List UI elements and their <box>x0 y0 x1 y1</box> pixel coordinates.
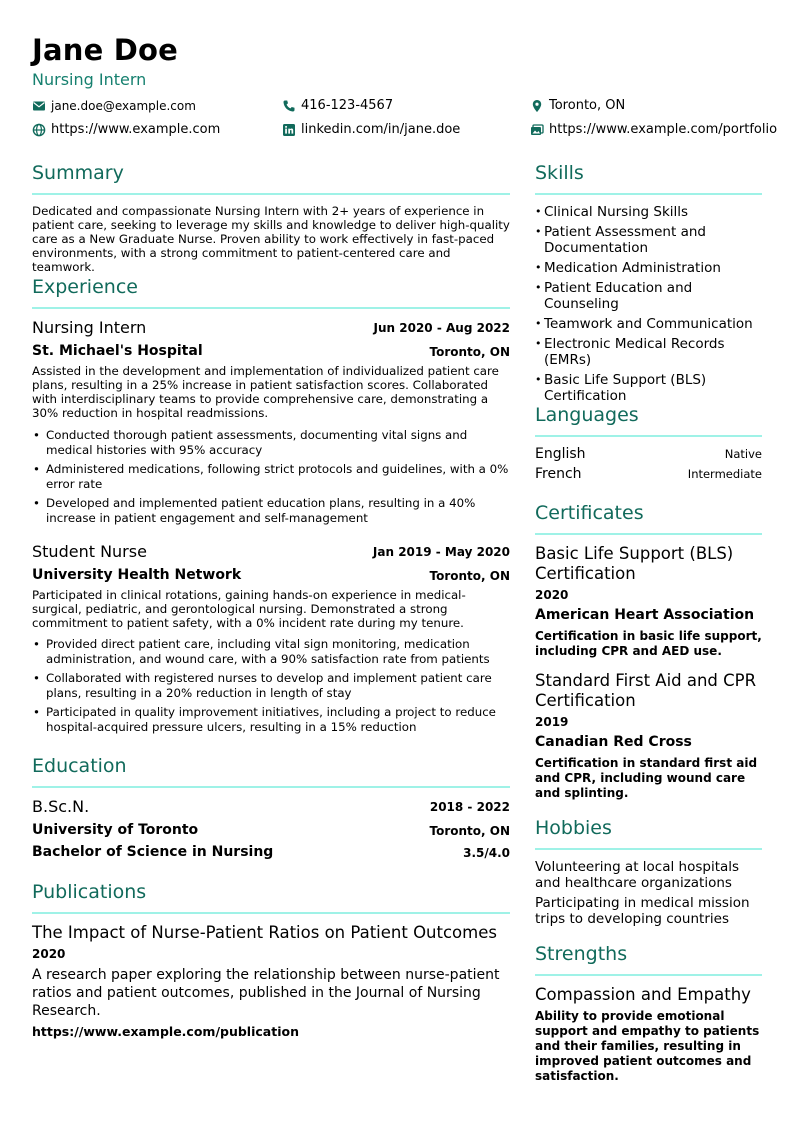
strengths-heading: Strengths <box>535 943 628 965</box>
job-bullet: • Provided direct patient care, including vital sign monitoring, medication administration, and wound care, with a 90% satisfaction rate from patients <box>32 637 510 667</box>
publications-heading: Publications <box>32 881 147 903</box>
publication-description: A research paper exploring the relationship between nurse-patient ratios and patient outcomes, published in the Journal of Nursing Research. <box>32 967 500 1019</box>
candidate-title: Nursing Intern <box>32 70 147 89</box>
candidate-name: Jane Doe <box>32 33 179 67</box>
job-location: Toronto, ON <box>429 345 510 359</box>
languages-heading: Languages <box>535 404 639 426</box>
language-row <box>535 466 762 482</box>
skills-divider <box>535 193 762 195</box>
summary-divider <box>32 193 510 195</box>
summary-text: Dedicated and compassionate Nursing Intern with 2+ years of experience in patient care, seeking to leverage my skills and knowledge to deliver high-quality care as a New Graduate Nurse. Proven ability to work effectively in fast-paced environments, with a strong commitment to patient-centered care and teamwork. <box>32 204 510 274</box>
strengths-divider <box>535 974 762 976</box>
hobbies-heading: Hobbies <box>535 817 612 839</box>
education-divider <box>32 786 510 788</box>
language-name: French <box>535 466 582 482</box>
strength-title: Compassion and Empathy <box>535 985 751 1004</box>
publication-year: 2020 <box>32 947 66 961</box>
skills-heading: Skills <box>535 162 584 184</box>
certificate-name: Standard First Aid and CPR Certification <box>535 671 757 710</box>
job-organization: St. Michael's Hospital <box>32 343 203 359</box>
contact-phone[interactable] <box>282 98 393 113</box>
certificate-description: Certification in basic life support, including CPR and AED use. <box>535 629 762 658</box>
certificate-issuer: Canadian Red Cross <box>535 734 692 750</box>
globe-icon <box>32 123 46 137</box>
education-heading: Education <box>32 755 127 777</box>
location-pin-icon <box>530 99 544 113</box>
skill-item: • Teamwork and Communication <box>535 316 762 332</box>
skill-item: • Basic Life Support (BLS) Certification <box>535 372 762 404</box>
job-bullets <box>32 637 510 739</box>
certificates-divider <box>535 533 762 535</box>
education-gpa: 3.5/4.0 <box>463 846 510 860</box>
job-bullet: • Administered medications, following strict protocols and guidelines, with a 0% error rate <box>32 462 510 492</box>
phone-text: 416-123-4567 <box>301 98 394 113</box>
education-degree-short: B.Sc.N. <box>32 797 90 816</box>
skill-item: • Medication Administration <box>535 260 762 276</box>
location-text: Toronto, ON <box>549 98 626 113</box>
job-bullet: • Collaborated with registered nurses to develop and implement patient care plans, resulting in a 20% reduction in length of stay <box>32 671 510 701</box>
skill-item: • Patient Education and Counseling <box>535 280 762 312</box>
mail-icon <box>32 99 46 113</box>
hobby-item: Volunteering at local hospitals and healthcare organizations <box>535 859 740 891</box>
language-level: Intermediate <box>687 467 762 481</box>
language-name: English <box>535 446 586 462</box>
job-description: Participated in clinical rotations, gaining hands-on experience in medical-surgical, pediatric, and gerontological nursing. Demonstrated a strong commitment to patient safety, with a 0% incident rate during my tenure. <box>32 588 466 630</box>
job-description: Assisted in the development and implementation of individualized patient care plans, resulting in a 25% increase in patient satisfaction scores. Collaborated with interdisciplinary teams to provide comprehensive care, demonstrating a 30% reduction in hospital readmissions. <box>32 364 499 420</box>
education-dates: 2018 - 2022 <box>429 800 510 814</box>
certificate-issuer: American Heart Association <box>535 607 755 623</box>
linkedin-text: linkedin.com/in/jane.doe <box>301 122 461 137</box>
phone-icon <box>282 99 296 113</box>
job-dates: Jan 2019 - May 2020 <box>372 545 510 559</box>
certificate-name: Basic Life Support (BLS) Certification <box>535 544 734 583</box>
job-bullet: • Participated in quality improvement initiatives, including a project to reduce hospital-acquired pressure ulcers, resulting in a 15% reduction <box>32 705 510 735</box>
experience-heading: Experience <box>32 276 138 298</box>
contact-portfolio[interactable] <box>530 122 777 137</box>
portfolio-text: https://www.example.com/portfolio <box>549 122 778 137</box>
education-degree: Bachelor of Science in Nursing <box>32 844 274 860</box>
portfolio-icon <box>530 123 544 137</box>
experience-divider <box>32 307 510 309</box>
hobbies-divider <box>535 848 762 850</box>
languages-divider <box>535 435 762 437</box>
linkedin-icon <box>282 123 296 137</box>
education-location: Toronto, ON <box>429 824 510 838</box>
contact-linkedin[interactable] <box>282 122 460 137</box>
contact-location <box>530 98 625 113</box>
job-bullets <box>32 428 510 530</box>
contact-email[interactable] <box>32 99 196 113</box>
summary-heading: Summary <box>32 162 124 184</box>
skill-item: • Electronic Medical Records (EMRs) <box>535 336 762 368</box>
language-level: Native <box>724 447 762 461</box>
email-text: jane.doe@example.com <box>51 99 196 113</box>
publication-title: The Impact of Nurse-Patient Ratios on Patient Outcomes <box>32 923 497 942</box>
certificate-description: Certification in standard first aid and CPR, including wound care and splinting. <box>535 756 758 800</box>
skill-item: • Clinical Nursing Skills <box>535 204 762 220</box>
job-dates: Jun 2020 - Aug 2022 <box>373 321 510 335</box>
education-school: University of Toronto <box>32 822 199 838</box>
strength-description: Ability to provide emotional support and empathy to patients and their families, resulting in improved patient outcomes and satisfaction. <box>535 1009 760 1083</box>
publication-link[interactable]: https://www.example.com/publication <box>32 1024 299 1039</box>
certificate-year: 2020 <box>535 588 569 602</box>
job-bullet: • Developed and implemented patient education plans, resulting in a 40% increase in patient engagement and self-management <box>32 496 510 526</box>
job-location: Toronto, ON <box>429 569 510 583</box>
certificate-year: 2019 <box>535 715 569 729</box>
job-bullet: • Conducted thorough patient assessments, documenting vital signs and medical histories with 95% accuracy <box>32 428 510 458</box>
job-title: Nursing Intern <box>32 318 147 337</box>
publications-divider <box>32 912 510 914</box>
skills-list <box>535 204 762 408</box>
website-text: https://www.example.com <box>51 122 221 137</box>
language-row <box>535 446 762 462</box>
job-organization: University Health Network <box>32 567 242 583</box>
job-title: Student Nurse <box>32 542 147 561</box>
skill-item: • Patient Assessment and Documentation <box>535 224 762 256</box>
contact-website[interactable] <box>32 122 220 137</box>
certificates-heading: Certificates <box>535 502 644 524</box>
hobby-item: Participating in medical mission trips to developing countries <box>535 895 750 927</box>
